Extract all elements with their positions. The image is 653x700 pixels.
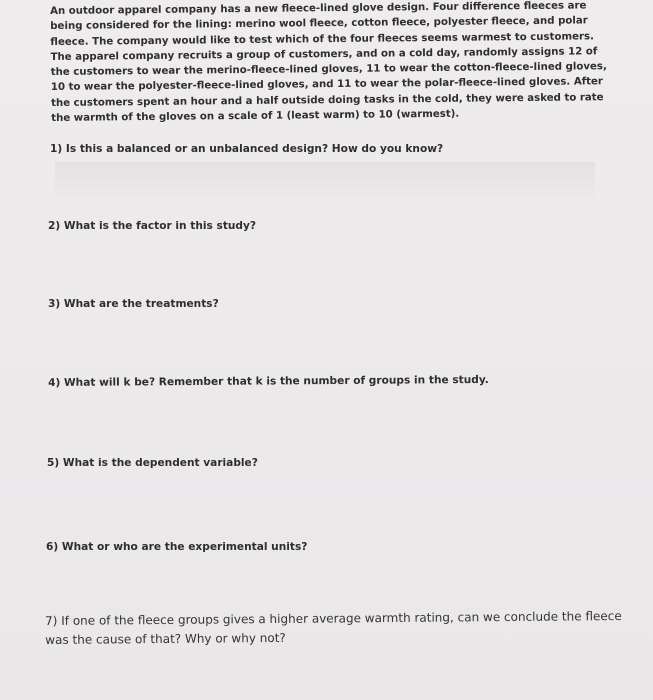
question-5: 5) What is the dependent variable? [47, 457, 258, 469]
question-6: 6) What or who are the experimental units? [46, 541, 308, 553]
question-1: 1) Is this a balanced or an unbalanced design? How do you know? [50, 143, 444, 155]
question-7: 7) If one of the fleece groups gives a higher average warmth rating, can we conclude the fleece was the cause of that? Why or why not? [45, 608, 622, 647]
question-3: 3) What are the treatments? [48, 298, 219, 310]
paper-shadow [55, 162, 595, 202]
intro-paragraph: An outdoor apparel company has a new fleece-lined glove design. Four difference fleeces are being considered for the lining: merino wool fleece, cotton fleece, polyester fleece, and polar fleece. The company would like to test which of the four fleeces seems warmest to customers. The apparel company recruits a group of customers, and on a cold day, randomly assigns 12 of the customers to wear the merino-fleece-lined gloves, 11 to wear the cotton-fleece-lined gloves, 10 to wear the polyester-fleece-lined gloves, and 11 to wear the polar-fleece-lined gloves. After the customers spent an hour and a half outside doing tasks in the cold, they were asked to rate the warmth of the gloves on a scale of 1 (least warm) to 10 (warmest). [50, 0, 607, 125]
question-2: 2) What is the factor in this study? [48, 220, 257, 232]
question-4: 4) What will k be? Remember that k is the number of groups in the study. [48, 373, 489, 389]
